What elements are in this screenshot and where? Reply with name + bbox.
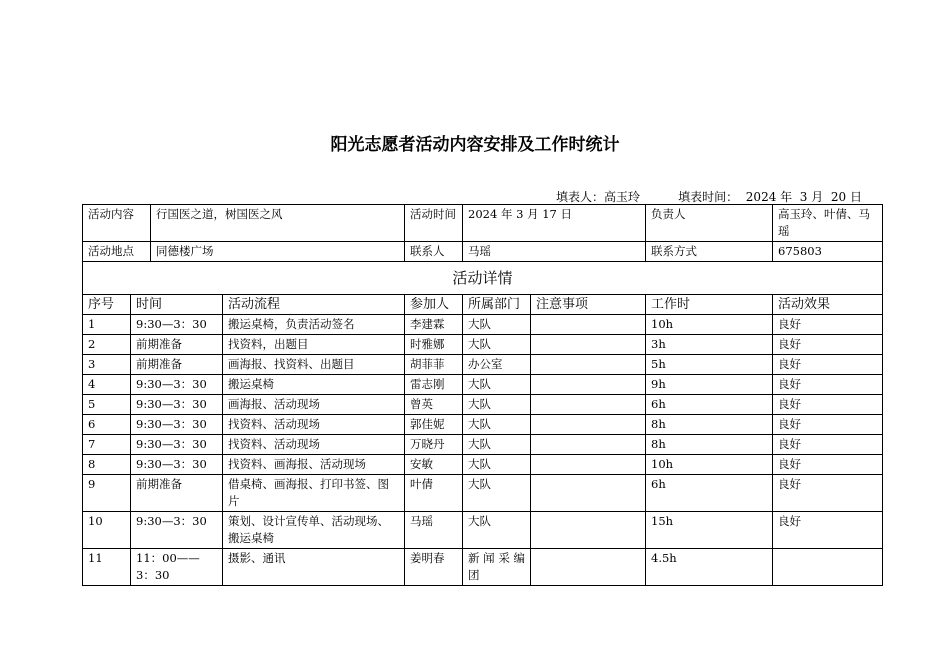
- info-value-a: 行国医之道，树国医之风: [151, 205, 405, 242]
- table-cell: 9:30—3：30: [131, 315, 223, 335]
- table-row: [83, 415, 883, 435]
- table-cell: 1: [83, 315, 131, 335]
- table-cell: [531, 549, 646, 586]
- info-label-a: 活动内容: [83, 205, 151, 242]
- table-cell: [531, 395, 646, 415]
- column-header: 序号: [83, 295, 131, 315]
- table-cell: 9:30—3：30: [131, 375, 223, 395]
- column-header: 工作时: [646, 295, 773, 315]
- table-cell: 找资料、活动现场: [223, 435, 405, 455]
- column-header: 活动效果: [773, 295, 883, 315]
- table-cell: 大队: [463, 315, 531, 335]
- table-cell: 雷志刚: [405, 375, 463, 395]
- table-cell: 良好: [773, 315, 883, 335]
- table-cell: 办公室: [463, 355, 531, 375]
- table-cell: 5h: [646, 355, 773, 375]
- table-cell: 8h: [646, 435, 773, 455]
- info-row-2: [83, 242, 883, 262]
- info-value-b: 2024 年 3 月 17 日: [463, 205, 646, 242]
- table-cell: 大队: [463, 375, 531, 395]
- info-label-a: 活动地点: [83, 242, 151, 262]
- table-cell: 9:30—3：30: [131, 512, 223, 549]
- table-cell: [531, 435, 646, 455]
- table-cell: 大队: [463, 335, 531, 355]
- info-label-b: 活动时间: [405, 205, 463, 242]
- activity-table: [82, 204, 883, 586]
- table-cell: 李建霖: [405, 315, 463, 335]
- table-cell: 10h: [646, 455, 773, 475]
- table-cell: 15h: [646, 512, 773, 549]
- table-cell: [531, 512, 646, 549]
- table-row: [83, 512, 883, 549]
- table-row: [83, 375, 883, 395]
- info-value-c: 高玉玲、叶倩、马瑶: [773, 205, 883, 242]
- table-row: [83, 395, 883, 415]
- column-header: 参加人: [405, 295, 463, 315]
- fill-date-label: 填表时间： 2024 年 3 月 20 日: [678, 190, 862, 204]
- table-cell: 11: [83, 549, 131, 586]
- table-cell: 2: [83, 335, 131, 355]
- table-cell: 良好: [773, 355, 883, 375]
- table-cell: 4.5h: [646, 549, 773, 586]
- table-cell: [773, 549, 883, 586]
- table-cell: 7: [83, 435, 131, 455]
- form-filler-line: [556, 188, 862, 205]
- detail-title-row: [83, 262, 883, 295]
- table-cell: 摄影、通讯: [223, 549, 405, 586]
- table-cell: 胡菲菲: [405, 355, 463, 375]
- table-cell: 9:30—3：30: [131, 415, 223, 435]
- table-cell: 良好: [773, 395, 883, 415]
- table-cell: 9:30—3：30: [131, 455, 223, 475]
- table-cell: 叶倩: [405, 475, 463, 512]
- table-row: [83, 435, 883, 455]
- table-cell: 大队: [463, 395, 531, 415]
- table-cell: [531, 315, 646, 335]
- table-cell: 8: [83, 455, 131, 475]
- table-cell: [531, 455, 646, 475]
- page-title: 阳光志愿者活动内容安排及工作时统计: [330, 135, 620, 155]
- column-header: 时间: [131, 295, 223, 315]
- table-cell: 马瑶: [405, 512, 463, 549]
- table-cell: 3h: [646, 335, 773, 355]
- table-cell: 策划、设计宣传单、活动现场、搬运桌椅: [223, 512, 405, 549]
- table-cell: 6h: [646, 395, 773, 415]
- table-cell: 找资料，出题目: [223, 335, 405, 355]
- table-cell: 9: [83, 475, 131, 512]
- table-cell: [531, 355, 646, 375]
- table-cell: 大队: [463, 512, 531, 549]
- table-cell: 时雅娜: [405, 335, 463, 355]
- table-cell: 5: [83, 395, 131, 415]
- table-cell: 前期准备: [131, 355, 223, 375]
- table-cell: 大队: [463, 415, 531, 435]
- table-cell: 大队: [463, 455, 531, 475]
- table-cell: 良好: [773, 512, 883, 549]
- table-cell: [531, 335, 646, 355]
- table-cell: [531, 415, 646, 435]
- column-header: 所属部门: [463, 295, 531, 315]
- info-label-c: 负责人: [646, 205, 773, 242]
- table-cell: [531, 475, 646, 512]
- table-cell: 画海报、找资料、出题目: [223, 355, 405, 375]
- table-cell: 8h: [646, 415, 773, 435]
- table-cell: 9h: [646, 375, 773, 395]
- table-cell: 9:30—3：30: [131, 395, 223, 415]
- table-cell: 姜明春: [405, 549, 463, 586]
- table-cell: [531, 375, 646, 395]
- table-cell: 9:30—3：30: [131, 435, 223, 455]
- info-value-c: 675803: [773, 242, 883, 262]
- table-cell: 4: [83, 375, 131, 395]
- table-cell: 良好: [773, 475, 883, 512]
- info-value-b: 马瑶: [463, 242, 646, 262]
- table-cell: 万晓丹: [405, 435, 463, 455]
- table-row: [83, 549, 883, 586]
- header-row: [83, 295, 883, 315]
- info-row-1: [83, 205, 883, 242]
- table-cell: 曾英: [405, 395, 463, 415]
- table-cell: 找资料、画海报、活动现场: [223, 455, 405, 475]
- table-cell: 良好: [773, 415, 883, 435]
- table-cell: 郭佳妮: [405, 415, 463, 435]
- table-cell: 6: [83, 415, 131, 435]
- column-header: 注意事项: [531, 295, 646, 315]
- table-cell: 10h: [646, 315, 773, 335]
- table-cell: 良好: [773, 375, 883, 395]
- table-cell: 良好: [773, 435, 883, 455]
- table-cell: 大队: [463, 475, 531, 512]
- table-row: [83, 455, 883, 475]
- table-cell: 新闻采编团: [463, 549, 531, 586]
- column-header: 活动流程: [223, 295, 405, 315]
- table-cell: 搬运桌椅: [223, 375, 405, 395]
- table-row: [83, 355, 883, 375]
- table-row: [83, 335, 883, 355]
- table-cell: 良好: [773, 335, 883, 355]
- table-cell: 找资料、活动现场: [223, 415, 405, 435]
- table-cell: 借桌椅、画海报、打印书签、图片: [223, 475, 405, 512]
- table-cell: 前期准备: [131, 335, 223, 355]
- table-cell: 6h: [646, 475, 773, 512]
- info-label-b: 联系人: [405, 242, 463, 262]
- table-cell: 安敏: [405, 455, 463, 475]
- table-cell: 搬运桌椅，负责活动签名: [223, 315, 405, 335]
- info-value-a: 同德楼广场: [151, 242, 405, 262]
- table-cell: 前期准备: [131, 475, 223, 512]
- filler-label: 填表人：高玉玲: [556, 190, 641, 204]
- table-cell: 3: [83, 355, 131, 375]
- table-cell: 良好: [773, 455, 883, 475]
- table-cell: 10: [83, 512, 131, 549]
- detail-title: 活动详情: [83, 262, 883, 295]
- table-cell: 画海报、活动现场: [223, 395, 405, 415]
- table-row: [83, 315, 883, 335]
- table-cell: 大队: [463, 435, 531, 455]
- info-label-c: 联系方式: [646, 242, 773, 262]
- table-row: [83, 475, 883, 512]
- table-cell: 11：00——3：30: [131, 549, 223, 586]
